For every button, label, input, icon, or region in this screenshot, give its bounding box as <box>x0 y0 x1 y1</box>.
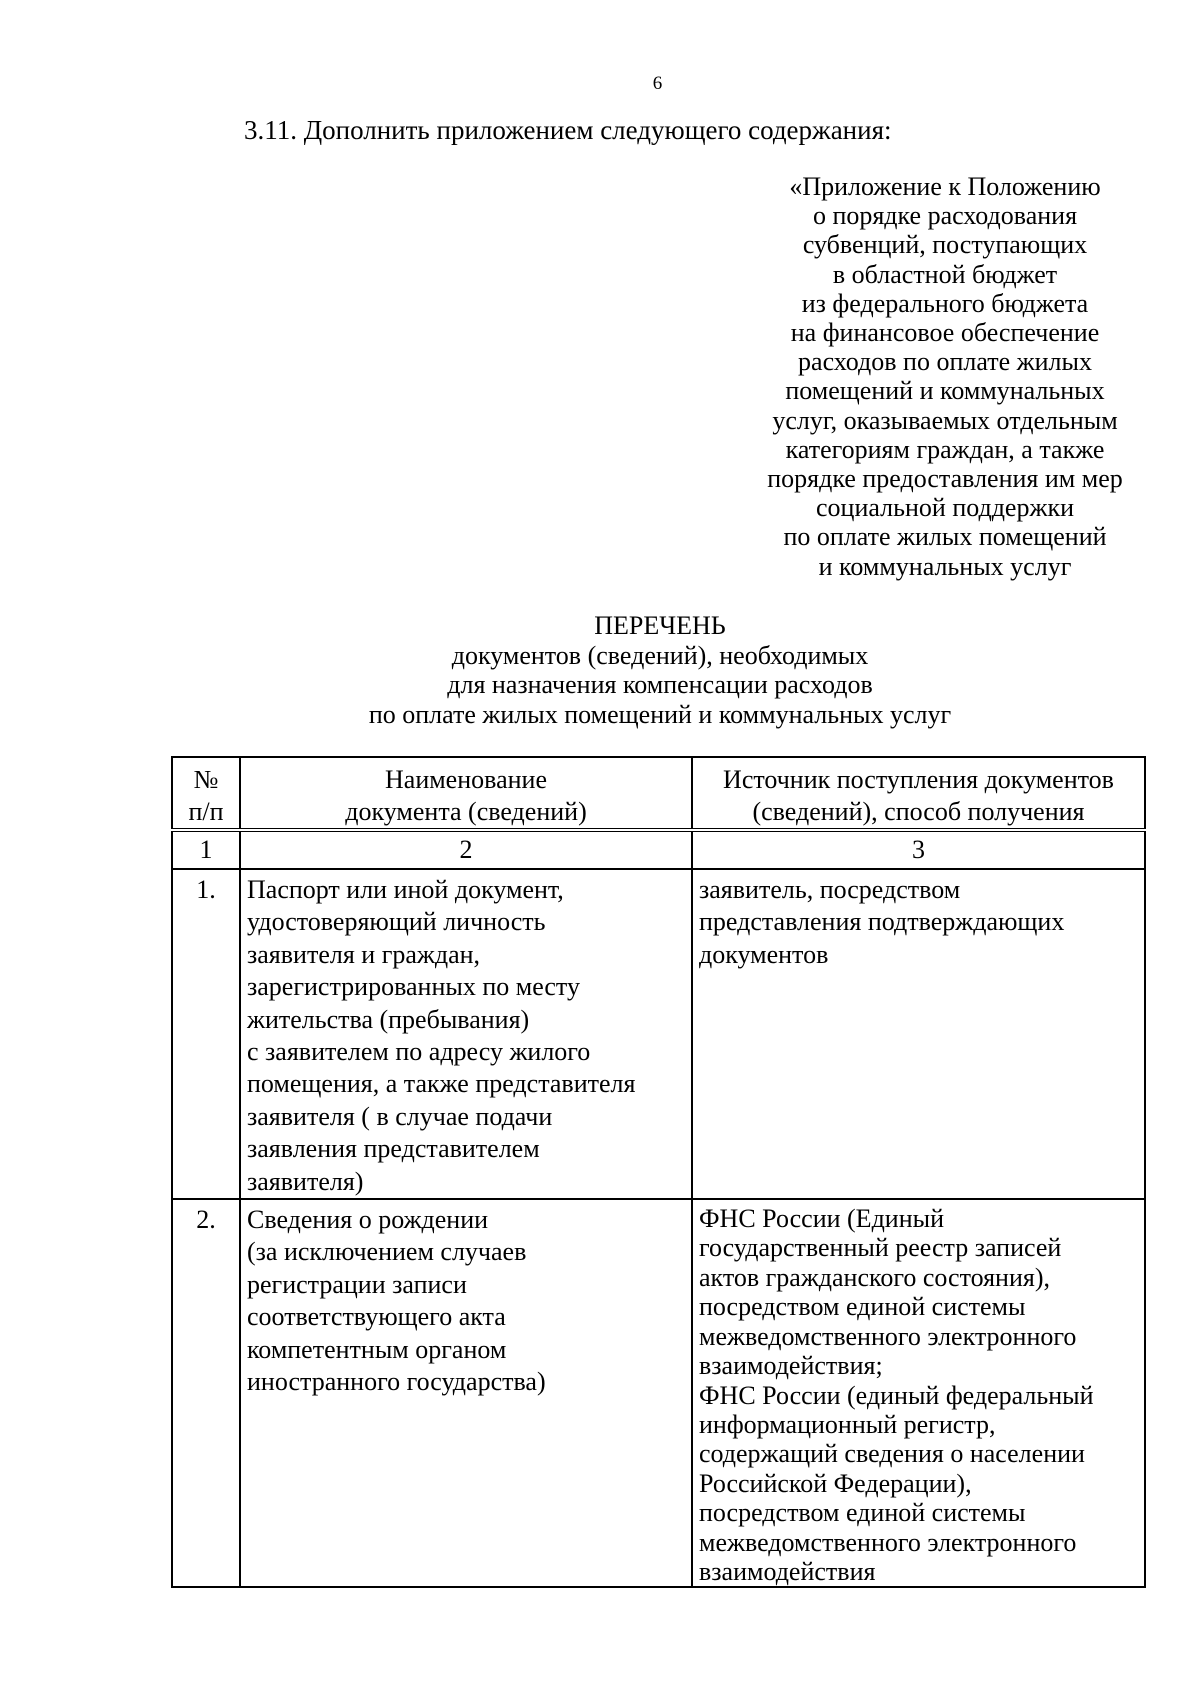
appendix-heading <box>745 172 1145 581</box>
cell-line: соответствующего акта <box>247 1302 506 1332</box>
appendix-heading-line: из федерального бюджета <box>801 288 1089 318</box>
cell-line: государственный реестр записей <box>699 1233 1062 1263</box>
appendix-heading-line: услуг, оказываемых отдельным <box>772 405 1118 435</box>
cell-line: жительства (пребывания) <box>247 1004 530 1034</box>
appendix-heading-line: в областной бюджет <box>832 259 1058 289</box>
column-number: 2 <box>240 830 692 869</box>
header-cell-number <box>172 757 240 830</box>
list-title-heading: ПЕРЕЧЕНЬ <box>594 611 726 640</box>
cell-line: Паспорт или иной документ, <box>247 875 564 904</box>
header-cell-document-name <box>240 757 692 830</box>
appendix-heading-line: субвенций, поступающих <box>802 230 1088 260</box>
cell-line: содержащий сведения о населении <box>699 1439 1085 1469</box>
appendix-heading-line: помещений и коммунальных <box>785 376 1105 406</box>
appendix-heading-line: порядке предоставления им мер <box>767 464 1123 494</box>
cell-line: информационный регистр, <box>699 1409 996 1439</box>
cell-line: компетентным органом <box>247 1334 507 1364</box>
cell-line: (за исключением случаев <box>247 1237 527 1267</box>
cell-line: актов гражданского состояния), <box>699 1262 1050 1292</box>
cell-line: заявления представителем <box>247 1134 540 1164</box>
cell-line: заявителя и граждан, <box>247 939 481 969</box>
row-number: 2. <box>172 1199 240 1587</box>
cell-line: иностранного государства) <box>247 1367 546 1397</box>
appendix-heading-line: категориям граждан, а также <box>785 434 1105 464</box>
cell-line: Сведения о рождении <box>247 1205 489 1235</box>
appendix-heading-line: расходов по оплате жилых <box>798 347 1092 377</box>
appendix-heading-line: о порядке расходования <box>812 201 1078 231</box>
appendix-heading-line: «Приложение к Положению <box>789 172 1101 201</box>
header-text: Наименование <box>385 765 547 794</box>
cell-line: с заявителем по адресу жилого <box>247 1037 591 1067</box>
list-title-subtitle-line: по оплате жилых помещений и коммунальных услуг <box>368 699 952 729</box>
cell-line: заявитель, посредством <box>699 875 961 904</box>
header-cell-source <box>692 757 1145 830</box>
cell-line: заявителя) <box>247 1166 364 1196</box>
cell-line: регистрации записи <box>247 1269 467 1299</box>
cell-line: зарегистрированных по месту <box>247 972 580 1002</box>
cell-line: помещения, а также представителя <box>247 1069 636 1099</box>
cell-line: ФНС России (Единый <box>699 1204 945 1234</box>
amendment-text: 3.11. Дополнить приложением следующего содержания: <box>244 115 892 145</box>
page-number: 6 <box>652 73 663 94</box>
column-number: 3 <box>692 830 1145 869</box>
cell-line: межведомственного электронного <box>699 1527 1077 1557</box>
header-text: № <box>193 765 219 794</box>
cell-line: заявителя ( в случае подачи <box>247 1101 553 1131</box>
appendix-heading-line: социальной поддержки <box>816 493 1074 523</box>
source-cell <box>692 869 1145 1199</box>
header-text: Источник поступления документов <box>723 765 1114 794</box>
column-number: 1 <box>172 830 240 869</box>
list-title-subtitle-line: документов (сведений), необходимых <box>451 640 869 670</box>
appendix-heading-line: по оплате жилых помещений <box>783 522 1107 552</box>
row-number: 1. <box>172 869 240 1199</box>
cell-line: удостоверяющий личность <box>247 907 546 937</box>
list-title <box>300 611 1020 729</box>
header-text: п/п <box>188 797 224 826</box>
cell-line: взаимодействия <box>699 1556 876 1586</box>
header-text: (сведений), способ получения <box>752 797 1085 826</box>
cell-line: представления подтверждающих <box>699 907 1065 937</box>
table-row <box>172 869 1145 1199</box>
header-text: документа (сведений) <box>345 797 587 826</box>
documents-table <box>171 756 1146 1588</box>
cell-line: Российской Федерации), <box>699 1468 972 1498</box>
appendix-heading-line: на финансовое обеспечение <box>790 318 1100 348</box>
cell-line: документов <box>699 939 829 969</box>
document-name-cell <box>240 1199 692 1587</box>
table-row <box>172 1199 1145 1587</box>
list-title-subtitle-line: для назначения компенсации расходов <box>447 670 873 699</box>
cell-line: взаимодействия; <box>699 1351 883 1381</box>
table-header-row <box>172 757 1145 830</box>
source-cell <box>692 1199 1145 1587</box>
cell-line: посредством единой системы <box>699 1498 1026 1528</box>
document-name-cell <box>240 869 692 1199</box>
appendix-heading-line: и коммунальных услуг <box>818 551 1072 581</box>
cell-line: ФНС России (единый федеральный <box>699 1380 1094 1410</box>
cell-line: посредством единой системы <box>699 1292 1026 1322</box>
column-number-row <box>172 830 1145 869</box>
cell-line: межведомственного электронного <box>699 1321 1077 1351</box>
